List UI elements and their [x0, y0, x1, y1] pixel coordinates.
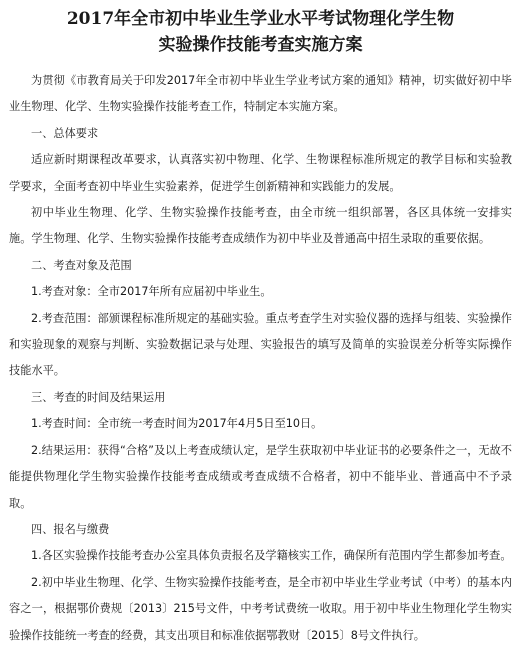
section-4-heading: 四、报名与缴费	[31, 522, 110, 536]
section-1-paragraph-2: 初中毕业生物理、化学、生物实验操作技能考查，由全市统一组织部署，各区具体统一安排实施。学生物理、化学、生物实验操作技能考查成绩作为初中毕业及普通高中招生录取的重要依据。	[9, 206, 512, 246]
section-3-heading: 三、考查的时间及结果运用	[31, 390, 166, 404]
intro-paragraph: 为贯彻《市教育局关于印发2017年全市初中毕业生学业考试方案的通知》精神，切实做好初中毕业生物理、化学、生物实验操作技能考查工作，特制定本实施方案。	[9, 74, 512, 114]
section-2-paragraph-2: 2.考查范围：部颁课程标准所规定的基础实验。重点考查学生对实验仪器的选择与组装、实验操作和实验现象的观察与判断、实验数据记录与处理、实验报告的填写及简单的实验误差分析等实际操作技能水平。	[9, 311, 512, 378]
section-1-paragraph-1: 适应新时期课程改革要求，认真落实初中物理、化学、生物课程标准所规定的教学目标和实验教学要求，全面考查初中毕业生实验素养，促进学生创新精神和实践能力的发展。	[9, 153, 512, 193]
document-title	[9, 6, 512, 58]
section-2-heading: 二、考查对象及范围	[31, 258, 132, 272]
section-4-paragraph-1: 1.各区实验操作技能考查办公室具体负责报名及学籍核实工作，确保所有范围内学生都参加考查。	[31, 549, 512, 563]
title-line-2: 实验操作技能考查实施方案	[158, 35, 363, 55]
section-1-heading: 一、总体要求	[31, 126, 99, 140]
section-2-paragraph-1: 1.考查对象：全市2017年所有应届初中毕业生。	[31, 285, 272, 299]
section-3-paragraph-2: 2.结果运用：获得“合格”及以上考查成绩认定，是学生获取初中毕业证书的必要条件之一，无故不能提供物理化学生物实验操作技能考查成绩或考查成绩不合格者，初中不能毕业、普通高中不予录取。	[9, 443, 512, 510]
title-line-1: 2017年全市初中毕业生学业水平考试物理化学生物	[66, 9, 455, 29]
section-4-paragraph-2: 2.初中毕业生物理、化学、生物实验操作技能考查，是全市初中毕业生学业考试（中考）的基本内容之一，根据鄂价费规〔2013〕215号文件，中考考试费统一收取。用于初中毕业生物理化学生物实验操作技能统一考查的经费，其支出项目和标准依据鄂教财〔2015〕8号文件执行。	[9, 575, 512, 642]
section-3-paragraph-1: 1.考查时间：全市统一考查时间为2017年4月5日至10日。	[31, 417, 323, 431]
